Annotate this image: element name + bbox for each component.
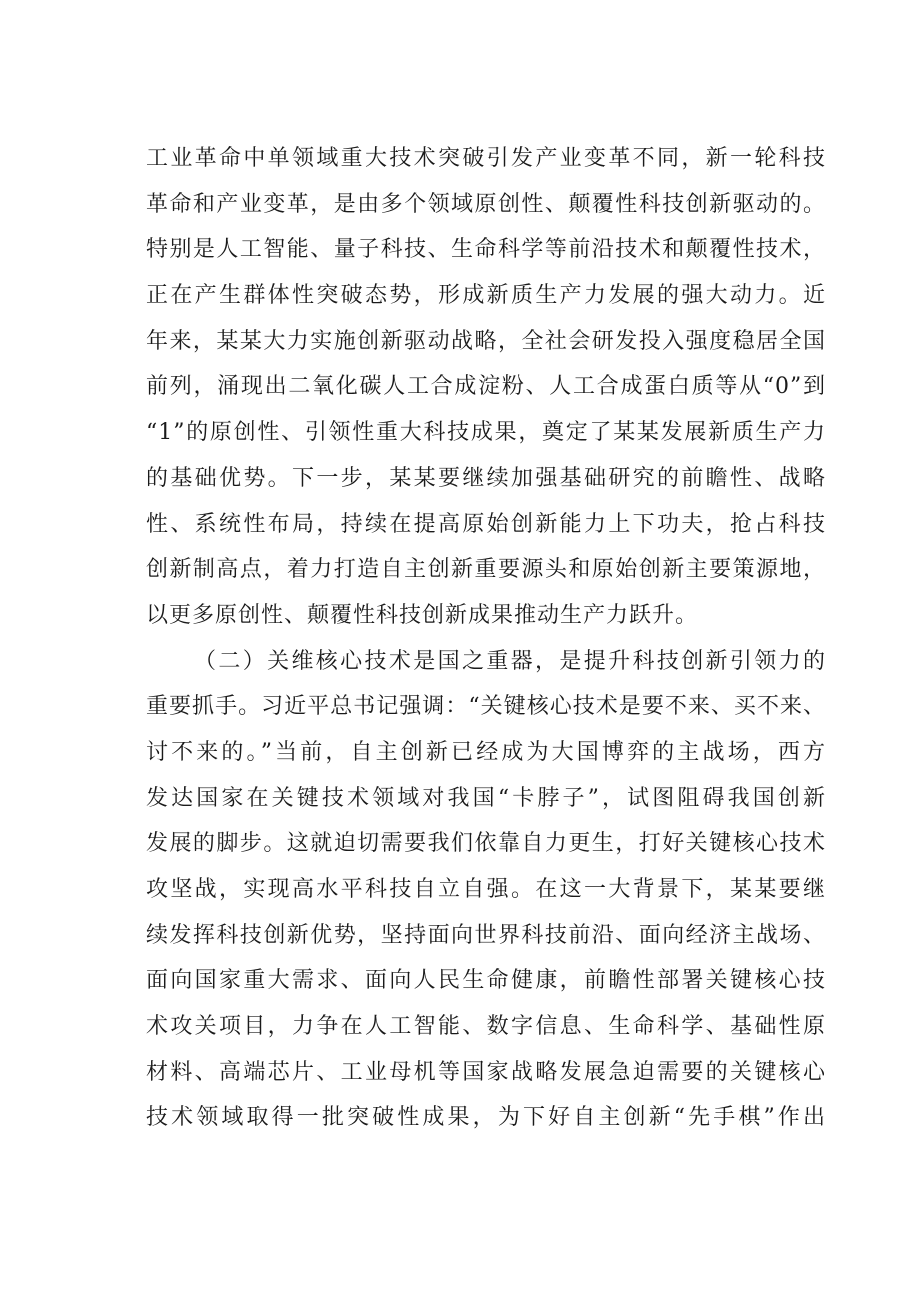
paragraph-1-line-3: 特别是人工智能、量子科技、生命科学等前沿技术和颠覆性技术， xyxy=(146,237,826,263)
paragraph-2-line-3: 讨不来的。”当前，自主创新已经成为大国博弈的主战场，西方 xyxy=(146,739,826,765)
paragraph-2-line-5: 发展的脚步。这就迫切需要我们依靠自力更生，打好关键核心技术 xyxy=(146,831,826,857)
paragraph-1-line-10: 创新制高点，着力打造自主创新重要源头和原始创新主要策源地， xyxy=(146,557,826,583)
paragraph-1-line-8: 的基础优势。下一步，某某要继续加强基础研究的前瞻性、战略 xyxy=(146,465,826,491)
paragraph-2-line-11: 技术领域取得一批突破性成果，为下好自主创新“先手棋”作出 xyxy=(146,1105,826,1131)
paragraph-2-line-2: 重要抓手。习近平总书记强调：“关键核心技术是要不来、买不来、 xyxy=(146,694,826,720)
paragraph-1-line-6: 前列，涌现出二氧化碳人工合成淀粉、人工合成蛋白质等从“0”到 xyxy=(146,374,826,400)
paragraph-1-line-7: “1”的原创性、引领性重大科技成果，奠定了某某发展新质生产力 xyxy=(146,420,826,446)
paragraph-2-line-7: 续发挥科技创新优势，坚持面向世界科技前沿、面向经济主战场、 xyxy=(146,922,826,948)
paragraph-1-line-2: 革命和产业变革，是由多个领域原创性、颠覆性科技创新驱动的。 xyxy=(146,191,826,217)
paragraph-2-line-4: 发达国家在关键技术领域对我国“卡脖子”，试图阻碍我国创新 xyxy=(146,785,826,811)
paragraph-1-line-11: 以更多原创性、颠覆性科技创新成果推动生产力跃升。 xyxy=(146,602,699,628)
paragraph-1-line-4: 正在产生群体性突破态势，形成新质生产力发展的强大动力。近 xyxy=(146,283,826,309)
paragraph-1-line-9: 性、系统性布局，持续在提高原始创新能力上下功夫，抢占科技 xyxy=(146,511,826,537)
paragraph-2-line-6: 攻坚战，实现高水平科技自立自强。在这一大背景下，某某要继 xyxy=(146,877,826,902)
paragraph-2-line-8: 面向国家重大需求、面向人民生命健康，前瞻性部署关键核心技 xyxy=(146,968,826,994)
paragraph-2-line-1: （二）关维核心技术是国之重器，是提升科技创新引领力的 xyxy=(194,648,826,674)
paragraph-1-line-5: 年来，某某大力实施创新驱动战略，全社会研发投入强度稳居全国 xyxy=(146,328,826,354)
paragraph-1-line-1: 工业革命中单领域重大技术突破引发产业变革不同，新一轮科技 xyxy=(146,146,826,171)
paragraph-2-line-9: 术攻关项目，力争在人工智能、数字信息、生命科学、基础性原 xyxy=(146,1014,826,1040)
paragraph-2-line-10: 材料、高端芯片、工业母机等国家战略发展急迫需要的关键核心 xyxy=(146,1059,826,1085)
body-text xyxy=(146,136,826,1141)
